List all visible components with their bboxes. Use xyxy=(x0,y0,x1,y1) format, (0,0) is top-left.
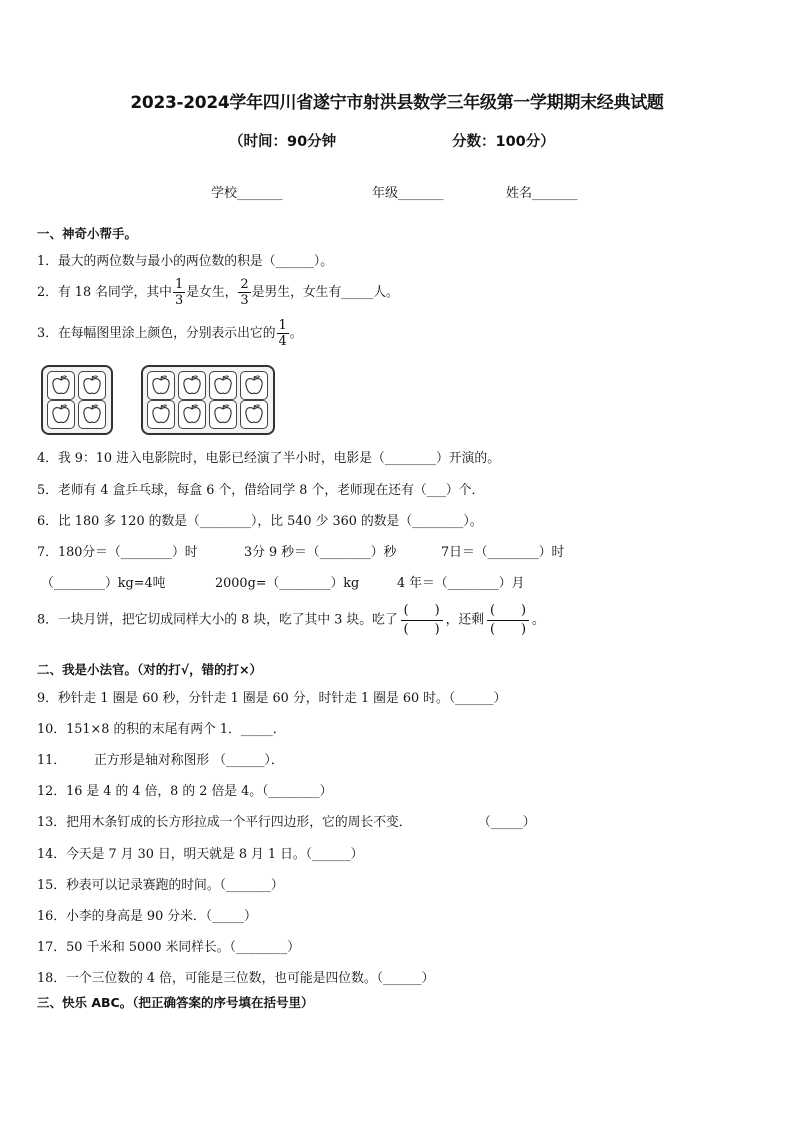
apple-icon xyxy=(209,371,237,400)
question-15: 15．秒表可以记录赛跑的时间。（_______） xyxy=(37,878,284,893)
question-text: ，还剩 xyxy=(445,612,485,628)
question-text: 。 xyxy=(289,326,303,341)
question-3 xyxy=(37,319,303,348)
numerator: 1 xyxy=(278,318,287,333)
section-title: 二、我是小法官。（对的打√，错的打×） xyxy=(37,662,263,677)
apple-icon xyxy=(240,400,268,429)
apple-icon xyxy=(78,371,106,400)
question-10: 10．151×8 的积的末尾有两个 1．_____． xyxy=(37,722,286,737)
question-6: 6．比 180 多 120 的数是（________），比 540 少 360 的数是（________）。 xyxy=(37,514,483,529)
apple-icon xyxy=(178,371,206,400)
denominator: ( ) xyxy=(489,621,527,637)
numerator: 2 xyxy=(240,277,249,292)
question-12: 12．16 是 4 的 4 倍，8 的 2 倍是 4。（________） xyxy=(37,784,333,799)
question-7-part: 3分 9 秒＝（________）秒 xyxy=(244,545,397,560)
section-title: 一、神奇小帮手。 xyxy=(37,226,138,241)
apple-figure-right xyxy=(141,365,275,435)
apple-icon xyxy=(178,400,206,429)
numerator: ( ) xyxy=(489,603,527,618)
grade-field: 年级_______ xyxy=(372,186,444,201)
apple-icon xyxy=(240,371,268,400)
apple-icon xyxy=(78,400,106,429)
blank-fraction xyxy=(487,604,529,636)
apple-figure-left xyxy=(41,365,113,435)
fraction xyxy=(277,319,289,348)
question-17: 17．50 千米和 5000 米同样长。（________） xyxy=(37,940,300,955)
apple-icon xyxy=(147,371,175,400)
question-9: 9．秒针走 1 圈是 60 秒，分针走 1 圈是 60 分，时针走 1 圈是 60 时。（______） xyxy=(37,691,507,706)
question-text: 是男生，女生有_____人。 xyxy=(251,285,399,300)
question-text: 。 xyxy=(532,612,545,628)
question-text: 是女生， xyxy=(186,285,238,300)
denominator: 3 xyxy=(240,293,249,308)
question-11-number: 11． xyxy=(37,753,67,768)
apple-icon xyxy=(147,400,175,429)
question-7-part: 7．180分＝（________）时 xyxy=(37,545,198,560)
exam-title: 2023-2024学年四川省遂宁市射洪县数学三年级第一学期期末经典试题 xyxy=(130,93,664,113)
section-title: 三、快乐 ABC。（把正确答案的序号填在括号里） xyxy=(37,995,314,1010)
question-7-part: 4 年＝（________）月 xyxy=(397,576,525,591)
question-8 xyxy=(37,604,545,636)
numerator: ( ) xyxy=(403,603,440,618)
name-field: 姓名_______ xyxy=(506,186,578,201)
question-13: 13．把用木条钉成的长方形拉成一个平行四边形，它的周长不变． xyxy=(37,815,412,830)
apple-icon xyxy=(209,400,237,429)
apple-icon xyxy=(47,400,75,429)
exam-score: 分数：100分） xyxy=(452,134,555,150)
blank-fraction xyxy=(401,604,443,636)
question-16: 16．小李的身高是 90 分米．（_____） xyxy=(37,909,257,924)
question-7-part: （________）kg=4吨 xyxy=(41,576,166,591)
question-7-part: 2000g=（________）kg xyxy=(215,576,360,591)
denominator: ( ) xyxy=(403,621,440,637)
question-4: 4．我 9：10 进入电影院时，电影已经演了半小时，电影是（________）开演的。 xyxy=(37,451,500,466)
question-14: 14．今天是 7 月 30 日，明天就是 8 月 1 日。（______） xyxy=(37,847,364,862)
apple-icon xyxy=(47,371,75,400)
question-13-blank: （_____） xyxy=(478,815,536,830)
question-text: 2．有 18 名同学，其中 xyxy=(37,285,172,300)
question-2 xyxy=(37,278,399,307)
exam-time: （时间：90分钟 xyxy=(229,134,337,150)
fraction xyxy=(173,278,185,307)
fraction xyxy=(238,278,250,307)
question-text: 8．一块月饼，把它切成同样大小的 8 块，吃了其中 3 块。吃了 xyxy=(37,612,398,628)
numerator: 1 xyxy=(174,277,184,292)
question-text: 3．在每幅图里涂上颜色，分别表示出它的 xyxy=(37,326,276,341)
school-field: 学校_______ xyxy=(211,186,283,201)
question-11: 正方形是轴对称图形 （______）． xyxy=(94,753,284,768)
denominator: 3 xyxy=(174,293,184,308)
question-1: 1．最大的两位数与最小的两位数的积是（______）。 xyxy=(37,254,334,269)
question-18: 18．一个三位数的 4 倍，可能是三位数，也可能是四位数。（______） xyxy=(37,971,435,986)
denominator: 4 xyxy=(278,334,287,349)
question-5: 5．老师有 4 盒乒乓球，每盒 6 个，借给同学 8 个，老师现在还有（___）个． xyxy=(37,483,485,498)
question-7-part: 7日＝（________）时 xyxy=(441,545,565,560)
